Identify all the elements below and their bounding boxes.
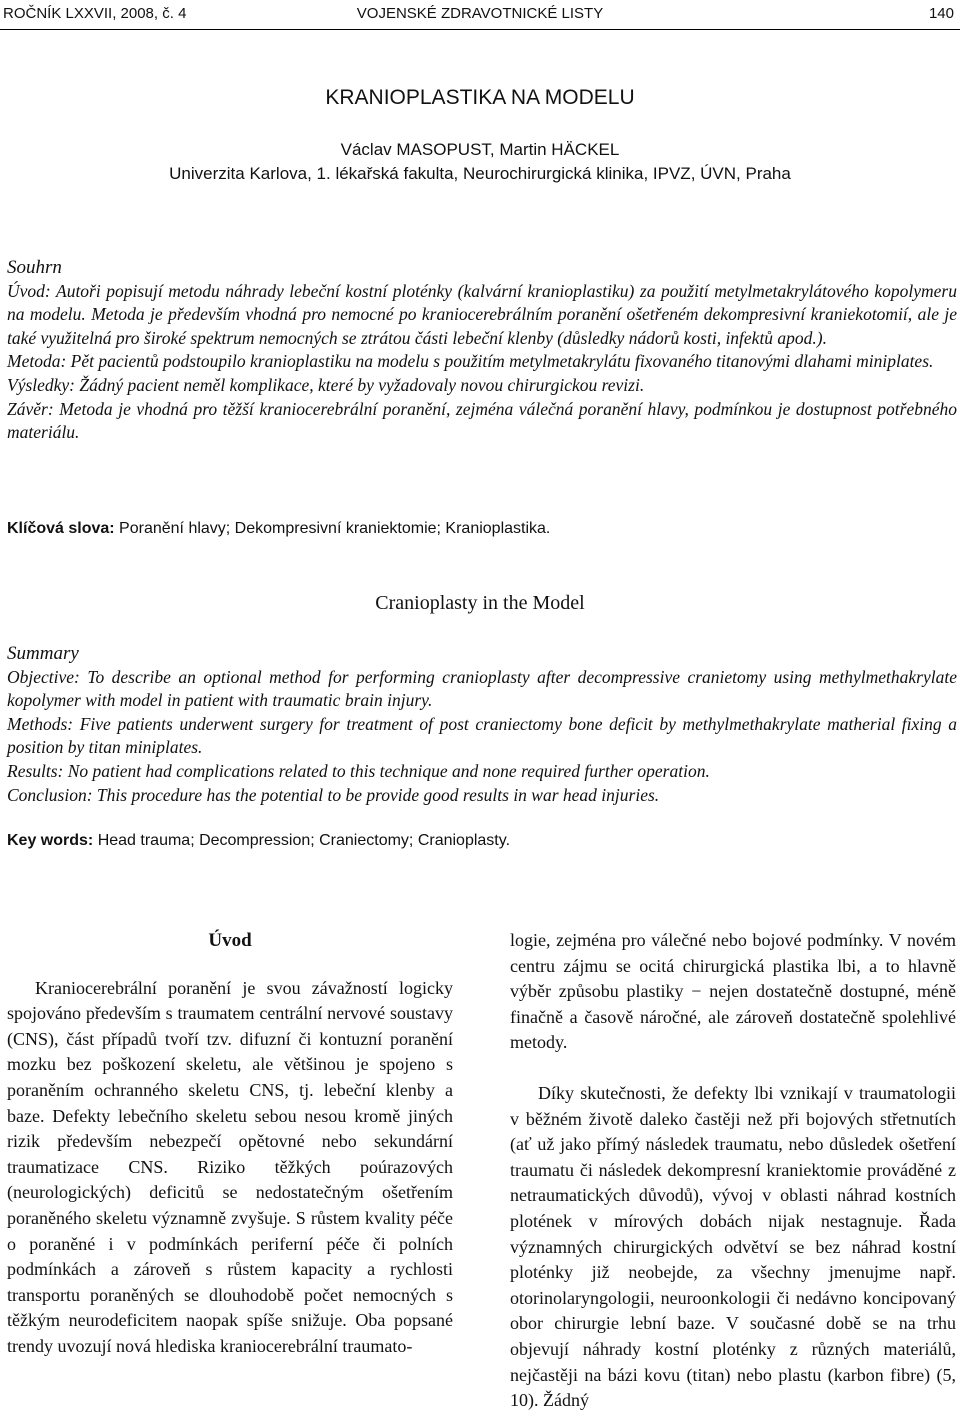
- authors: Václav MASOPUST, Martin HÄCKEL: [340, 140, 620, 159]
- abstract-en: [7, 642, 957, 807]
- summary-objective: Objective: To describe an optional method for performing cranioplasty after decompressive cranietomy using methylmethakrylate kopolymer with model in patient with traumatic brain injury.: [7, 666, 957, 711]
- souhrn-uvod: Úvod: Autoři popisují metodu náhrady lebeční kostní ploténky (kalvární kranioplastiku) za použití metylmetakrylátového kopolymeru na modelu. Metoda je především vhodná pro nemocné po kraniocerebrálním poranění ošetřeném dekompresivní kraniekotomií, ale je také využitelná pro široké spektrum nemocných se ztrátou části lebeční klenby (důsledky nádorů kosti, infektů apod.).: [7, 280, 957, 348]
- abstract-cz: [7, 256, 957, 445]
- body-left-paragraph: Kraniocerebrální poranění je svou závažností logicky spojováno především s traumatem centrální nervové soustavy (CNS), část případů tvoří tzv. difuzní či kontuzní poranění mozku bez poškození skeletu, ale většinou je spojeno s poraněním ochranného skeletu CNS, tj. lebeční klenby a baze. Defekty lebečního skeletu sebou nesou kromě jiných rizik především nebezpečí opětovné nebo sekundární traumatizace CNS. Riziko těžkých poúrazových (neurologických) deficitů se nedostatečným ošetřením poraněného skeletu významně zvyšuje. S růstem kvality péče o poraněné i v podmínkách periferní péče či polních podmínkách a zároveň s růstem kapacity a rychlosti transportu poraněných se dlouhodobě počet nemocných s těžkým neurodeficitem naopak spíše snižuje. Oba popsané trendy uvozují nová hlediska kraniocerebrální traumato-: [7, 977, 453, 1356]
- summary-heading: Summary: [7, 643, 79, 664]
- summary-results: Results: No patient had complications related to this technique and none required further operation.: [7, 760, 710, 781]
- summary-methods: Methods: Five patients underwent surgery for treatment of post craniectomy bone deficit by methylmethakrylate matherial fixing a position by titan miniplates.: [7, 713, 957, 758]
- body-right-column: [510, 928, 956, 1414]
- keywords-cz: [7, 520, 957, 538]
- keywords-en-value: Head trauma; Decompression; Craniectomy; Cranioplasty.: [93, 832, 511, 849]
- header-rule: [0, 29, 960, 30]
- keywords-cz-value: Poranění hlavy; Dekompresivní kraniektomie; Kranioplastika.: [114, 520, 551, 537]
- summary-conclusion: Conclusion: This procedure has the potential to be provide good results in war head injuries.: [7, 784, 660, 805]
- author-block: [0, 138, 960, 186]
- english-title: Cranioplasty in the Model: [375, 592, 585, 614]
- souhrn-metoda: Metoda: Pět pacientů podstoupilo kranioplastiku na modelu s použitím metylmetakrylátu fixovaného titanovými dlahami miniplates.: [7, 351, 934, 372]
- keywords-cz-label: Klíčová slova:: [7, 520, 115, 537]
- souhrn-heading: Souhrn: [7, 257, 62, 278]
- journal-name: VOJENSKÉ ZDRAVOTNICKÉ LISTY: [356, 5, 604, 22]
- affiliation: Univerzita Karlova, 1. lékařská fakulta, Neurochirurgická klinika, IPVZ, ÚVN, Praha: [169, 164, 791, 183]
- keywords-en: [7, 832, 957, 850]
- keywords-en-label: Key words:: [7, 832, 94, 849]
- body-right-paragraph-1: logie, zejména pro válečné nebo bojové podmínky. V novém centru zájmu se ocitá chirurgická plastika lbi, a to hlavně výběr způsobu plastiky − nejen dostatečně dostupné, méně finačně a časově náročné, ale zároveň dostatečně spolehlivé metody.: [510, 930, 956, 1053]
- souhrn-vysledky: Výsledky: Žádný pacient neměl komplikace, které by vyžadovaly novou chirurgickou revizi.: [7, 374, 645, 395]
- body-left-column: [7, 928, 453, 1360]
- article-title: KRANIOPLASTIKA NA MODELU: [325, 86, 635, 109]
- running-header: [0, 2, 960, 26]
- journal-issue: ROČNÍK LXXVII, 2008, č. 4: [3, 5, 187, 22]
- page-number: 140: [928, 5, 954, 22]
- souhrn-zaver: Závěr: Metoda je vhodná pro těžší kraniocerebrální poranění, zejména válečná poranění hlavy, podmínkou je dostupnost potřebného materiálu.: [7, 398, 957, 443]
- uvod-heading: Úvod: [208, 930, 252, 951]
- body-right-paragraph-2: Díky skutečnosti, že defekty lbi vznikají v traumatologii v běžném životě daleko častěji než při bojových střetnutích (ať už jako přímý následek traumatu, nebo důsledek ošetření traumatu či následek dekompresní kraniektomie prováděné z netraumatických důvodů), vývoj v oblasti náhrad kostních plotének v mírových dobách nijak nestagnuje. Řada významných chirurgických odvětví se bez náhrad kostní ploténky již neobejde, za všechny jmenujme např. otorinolaryngologii, neuroonkologii či nedávno koncipovaný obor chirurgie lební baze. V současné době se na trhu objevují náhrady kostní ploténky z různých materiálů, nejčastěji na bázi kovu (titan) nebo plastu (karbon fibre) (5, 10). Žádný: [510, 1082, 956, 1411]
